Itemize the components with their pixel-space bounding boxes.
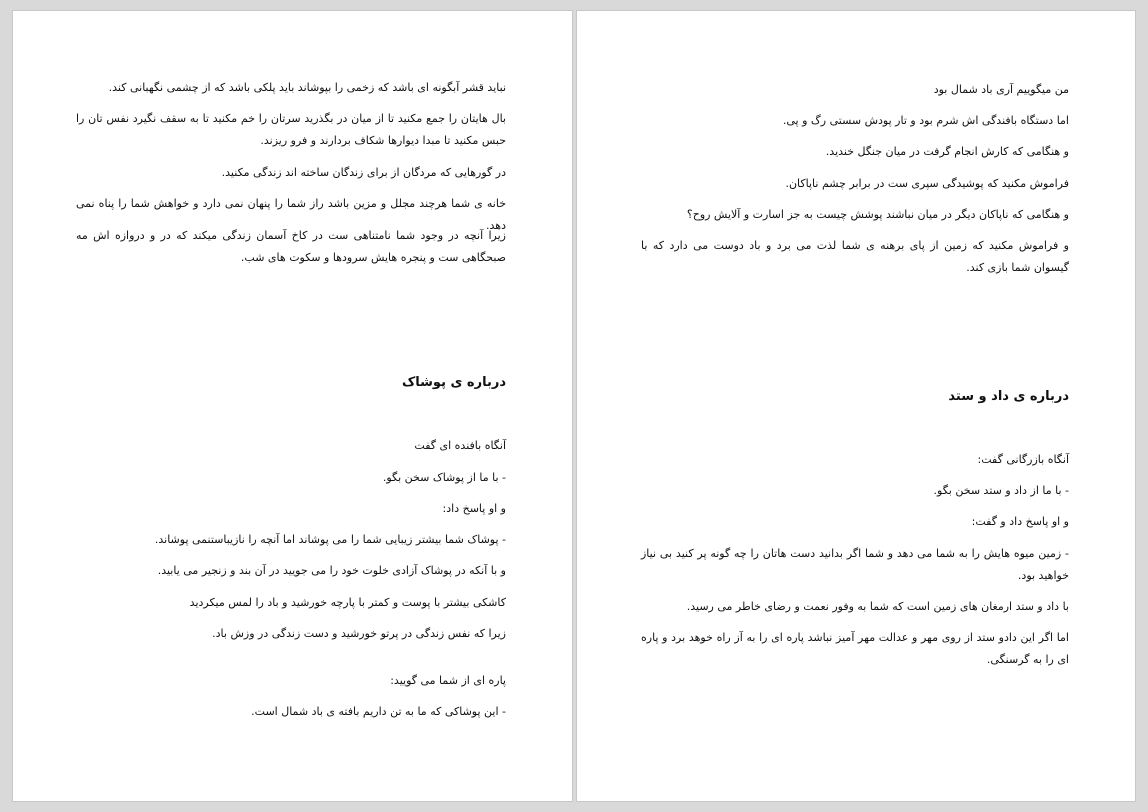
paragraph: آنگاه بازرگانی گفت: — [977, 453, 1069, 466]
paragraph: - زمین میوه هایش را به شما می دهد و شما اگر بدانید دست هاتان را چه گونه پر کنید بی نیاز خواهید بود. — [641, 547, 1069, 582]
paragraph: من میگوییم آری باد شمال بود — [933, 83, 1069, 96]
right-page — [576, 10, 1136, 802]
paragraph: - با ما از پوشاک سخن بگو. — [382, 471, 506, 484]
paragraph: کاشکی بیشتر با پوست و کمتر با پارچه خورشید و باد را لمس میکردید — [189, 596, 506, 609]
paragraph: زیرا آنچه در وجود شما نامتناهی ست در کاخ آسمان زندگی میکند که در و دروازه اش مه صبحگاهی ست و پنجره هایش سرودها و سکوت های شب. — [76, 229, 506, 264]
paragraph: - پوشاک شما بیشتر زیبایی شما را می پوشاند اما آنچه را نازیباستنمی پوشاند. — [154, 533, 506, 546]
paragraph: نباید قشر آبگونه ای باشد که زخمی را بپوشاند باید پلکی باشد که از چشمی نگهبانی کند. — [108, 81, 506, 94]
paragraph: آنگاه بافنده ای گفت — [414, 439, 506, 452]
paragraph: اما اگر این دادو ستد از روی مهر و عدالت مهر آمیز نباشد پاره ای را به آز راه خوهد برد و پاره ای را به گرسنگی. — [641, 631, 1069, 666]
paragraph: و او پاسخ داد: — [442, 502, 506, 515]
paragraph: خانه ی شما هرچند مجلل و مزین باشد راز شما را پنهان نمی دارد و خواهش شما را پناه نمی دهد. — [76, 197, 506, 232]
paragraph: بال هایتان را جمع مکنید تا از میان در بگذرید سرتان را خم مکنید تا به سقف نگیرد نفس تان را حبس مکنید تا مبدا دیوارها شکاف بردارند و فرو ریزند. — [76, 112, 506, 147]
right-page-content — [577, 11, 1135, 801]
section-title: درباره ی پوشاک — [401, 375, 506, 390]
paragraph: و فراموش مکنید که زمین از پای برهنه ی شما لذت می برد و باد دوست می دارد که با گیسوان شما بازی کند. — [641, 239, 1069, 274]
left-page-content — [13, 11, 572, 801]
paragraph: در گورهایی که مردگان از برای زندگان ساخته اند زندگی مکنید. — [221, 166, 506, 179]
paragraph: و هنگامی که ناپاکان دیگر در میان نباشند پوشش چیست به جز اسارت و آلایش روح؟ — [686, 208, 1069, 221]
paragraph: و با آنکه در پوشاک آزادی خلوت خود را می جویید در آن بند و زنجیر می یابید. — [157, 564, 506, 577]
left-page — [12, 10, 573, 802]
section-title: درباره ی داد و ستد — [948, 389, 1069, 404]
paragraph: - با ما از داد و ستد سخن بگو. — [933, 484, 1069, 497]
paragraph: با داد و ستد ارمغان های زمین است که شما به وفور نعمت و رضای خاطر می رسید. — [686, 600, 1069, 613]
paragraph: و او پاسخ داد و گفت: — [971, 515, 1069, 528]
paragraph: اما دستگاه بافندگی اش شرم بود و تار پودش سستی رگ و پی. — [782, 114, 1069, 127]
paragraph: - این پوشاکی که ما به تن داریم بافته ی باد شمال است. — [251, 705, 506, 718]
paragraph: و هنگامی که کارش انجام گرفت در میان جنگل خندید. — [825, 145, 1069, 158]
paragraph: فراموش مکنید که پوشیدگی سپری ست در برابر چشم ناپاکان. — [785, 177, 1069, 190]
paragraph: پاره ای از شما می گویید: — [390, 674, 506, 687]
paragraph: زیرا که نفس زندگی در پرتو خورشید و دست زندگی در وزش باد. — [212, 627, 506, 640]
